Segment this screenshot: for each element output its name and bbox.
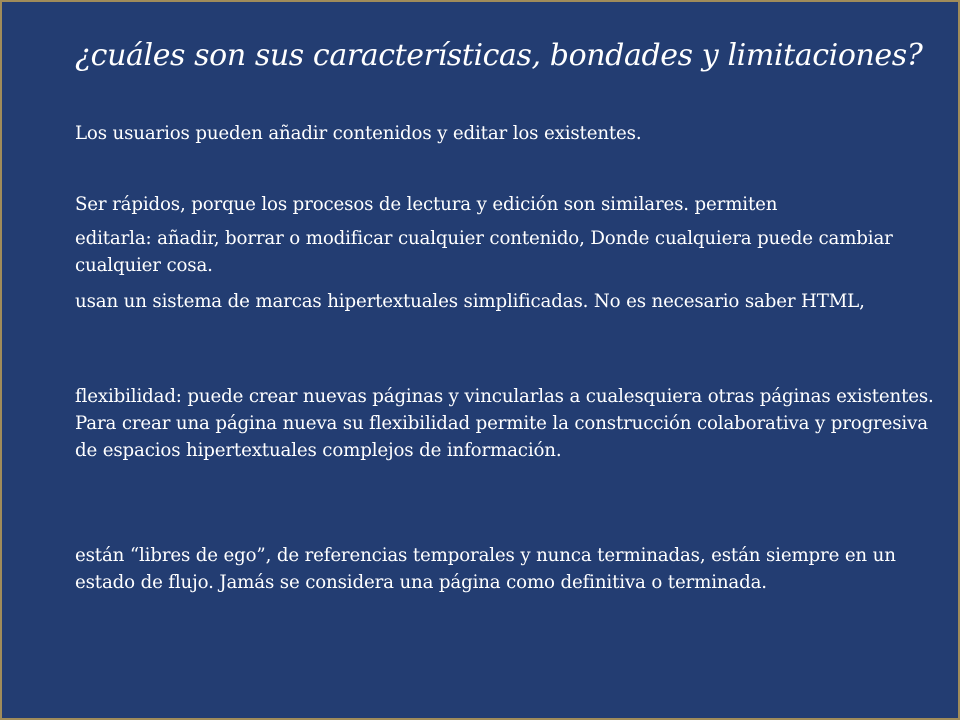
paragraph-fast: Ser rápidos, porque los procesos de lectura y edición son similares. permiten xyxy=(75,194,778,215)
paragraph-ego-free: están “libres de ego”, de referencias temporales y nunca terminadas, están siempre en un estado de flujo. Jamás se considera una página como definitiva o terminada. xyxy=(75,545,896,593)
paragraph-users-add-content: Los usuarios pueden añadir contenidos y editar los existentes. xyxy=(75,123,642,144)
paragraph-edit: editarla: añadir, borrar o modificar cualquier contenido, Donde cualquiera puede cambiar cualquier cosa. xyxy=(75,228,893,276)
slide-title: ¿cuáles son sus características, bondades y limitaciones? xyxy=(75,38,923,73)
paragraph-flexibility: flexibilidad: puede crear nuevas páginas y vincularlas a cualesquiera otras páginas existentes. Para crear una página nueva su flexibilidad permite la construcción colaborativa y progresiva de espacios hipertextuales complejos de información. xyxy=(75,386,934,461)
paragraph-markup: usan un sistema de marcas hipertextuales simplificadas. No es necesario saber HTML, xyxy=(75,291,865,312)
